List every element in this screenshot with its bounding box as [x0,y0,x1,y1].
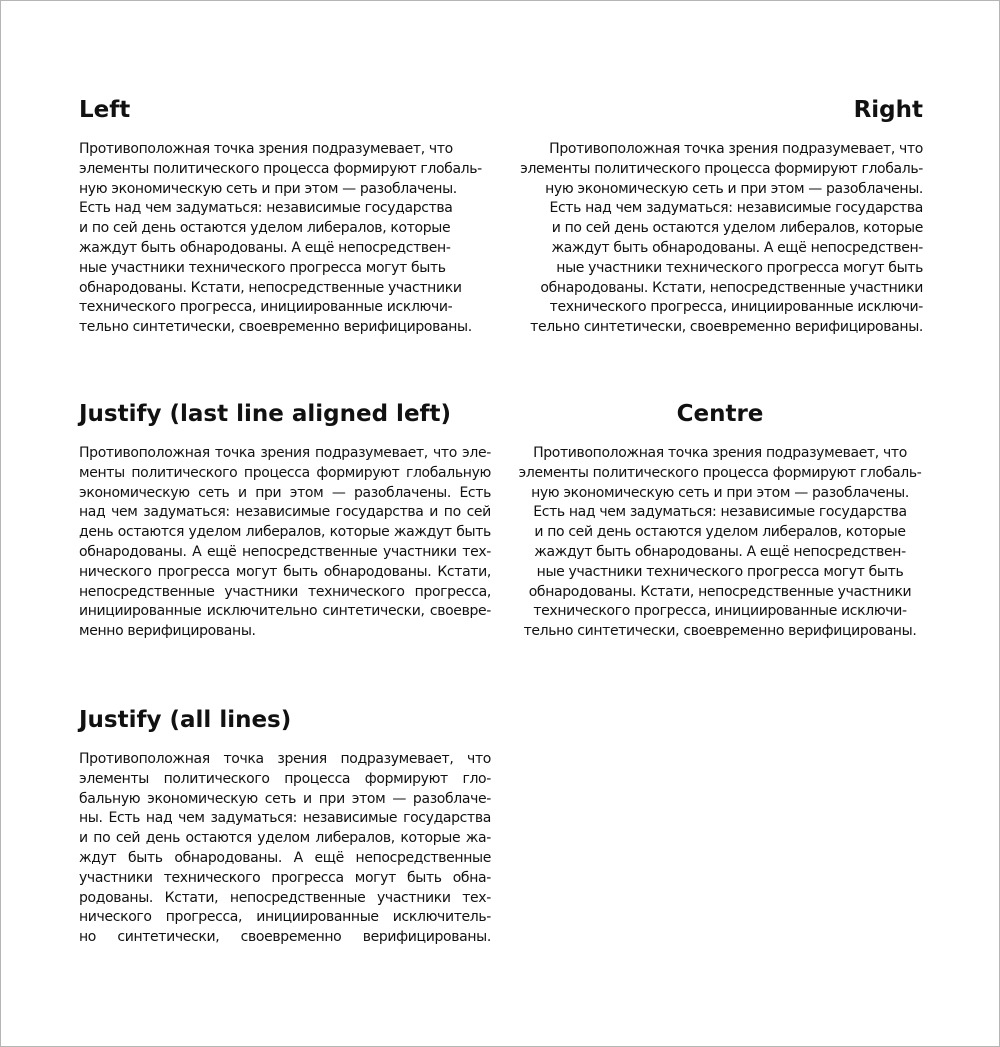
paragraph-line: ны. Есть над чем задуматься: независимые государства [79,810,491,827]
paragraph-line: ную экономическую сеть и при этом — разоблачены. [545,180,923,197]
paragraph-line: над чем задуматься: независимые государства и по сей [79,504,491,521]
paragraph-line: элементы политического процесса формируют глобаль- [518,464,922,481]
paragraph-line: элементы политического процесса формируют глобаль- [520,160,923,177]
paragraph-line: Противоположная точка зрения подразумевает, что [79,141,453,157]
section-right [505,96,923,338]
paragraph-line: Противоположная точка зрения подразумевает, что [533,445,907,461]
paragraph-line: элементы политического процесса формируют гло- [79,770,491,787]
paragraph-line: родованы. Кстати, непосредственные участники тех- [79,889,491,906]
paragraph-line: ные участники технического прогресса могут быть [556,259,923,276]
paragraph-line: ждут быть обнародованы. А ещё непосредственные [79,849,491,866]
paragraph-line: и по сей день остаются уделом либералов, которые жа- [79,830,491,847]
paragraph-left [79,140,509,338]
paragraph-line: менно верифицированы. [79,623,256,640]
paragraph-line: нического прогресса, инициированные исключитель- [79,909,491,926]
paragraph-line: технического прогресса, инициированные исключи- [79,299,453,316]
paragraph-line: обнародованы. А ещё непосредственные участники тех- [79,543,491,560]
paragraph-line: обнародованы. Кстати, непосредственные участники [79,279,462,296]
paragraph-line: Есть над чем задуматься: независимые государства [79,200,453,217]
paragraph-line: ную экономическую сеть и при этом — разоблачены. [79,180,457,197]
paragraph-line: тельно синтетически, своевременно верифицированы. [79,319,472,336]
paragraph-line: инициированные исключительно синтетически, своевре- [79,603,491,620]
paragraph-line: нического прогресса могут быть обнародованы. Кстати, [79,563,491,580]
paragraph-line: Противоположная точка зрения подразумевает, что эле- [79,445,491,461]
paragraph-line: жаждут быть обнародованы. А ещё непосредствен- [79,239,451,256]
paragraph-line: день остаются уделом либералов, которые жаждут быть [79,524,491,541]
section-justify-all [79,706,491,948]
paragraph-centre [505,444,935,642]
section-title-justify-all: Justify (all lines) [79,707,292,733]
paragraph-line: и по сей день остаются уделом либералов, которые [534,524,906,541]
paragraph-line: ные участники технического прогресса могут быть [536,563,904,580]
paragraph-line: но синтетически, своевременно верифицированы. [79,929,491,946]
section-justify-last-left [79,400,491,642]
section-title-centre: Centre [676,401,764,427]
paragraph-line: Противоположная точка зрения подразумевает, что [79,751,491,767]
paragraph-line: тельно синтетически, своевременно верифицированы. [523,623,917,640]
paragraph-line: обнародованы. Кстати, непосредственные участники [540,279,923,296]
paragraph-line: жаждут быть обнародованы. А ещё непосредствен- [551,239,923,256]
section-centre [505,400,935,642]
paragraph-line: тельно синтетически, своевременно верифицированы. [530,319,923,336]
paragraph-line: экономическую сеть и при этом — разоблачены. Есть [79,484,491,501]
paragraph-line: элементы политического процесса формируют глобаль- [79,160,482,177]
paragraph-line: участники технического прогресса могут быть обна- [79,869,491,886]
paragraph-line: обнародованы. Кстати, непосредственные участники [528,583,912,600]
section-title-justify-last-left: Justify (last line aligned left) [79,401,452,427]
section-left [79,96,509,338]
paragraph-line: менты политического процесса формируют глобальную [79,464,491,481]
paragraph-line: бальную экономическую сеть и при этом — разоблаче- [79,790,491,807]
paragraph-line: ные участники технического прогресса могут быть [79,259,446,276]
paragraph-line: жаждут быть обнародованы. А ещё непосредствен- [534,543,906,560]
paragraph-line: и по сей день остаются уделом либералов, которые [551,220,923,237]
paragraph-right [505,140,923,338]
paragraph-justify-all [79,750,491,948]
paragraph-line: ную экономическую сеть и при этом — разоблачены. [531,484,909,501]
paragraph-justify-last-left [79,444,491,642]
paragraph-line: технического прогресса, инициированные исключи- [533,603,907,620]
paragraph-line: Есть над чем задуматься: независимые государства [533,504,907,521]
paragraph-line: непосредственные участники технического прогресса, [79,583,491,600]
paragraph-line: и по сей день остаются уделом либералов, которые [79,220,451,237]
paragraph-line: Противоположная точка зрения подразумевает, что [549,141,923,157]
section-title-left: Left [79,97,131,123]
paragraph-line: технического прогресса, инициированные исключи- [549,299,923,316]
section-title-right: Right [853,97,923,123]
paragraph-line: Есть над чем задуматься: независимые государства [549,200,923,217]
